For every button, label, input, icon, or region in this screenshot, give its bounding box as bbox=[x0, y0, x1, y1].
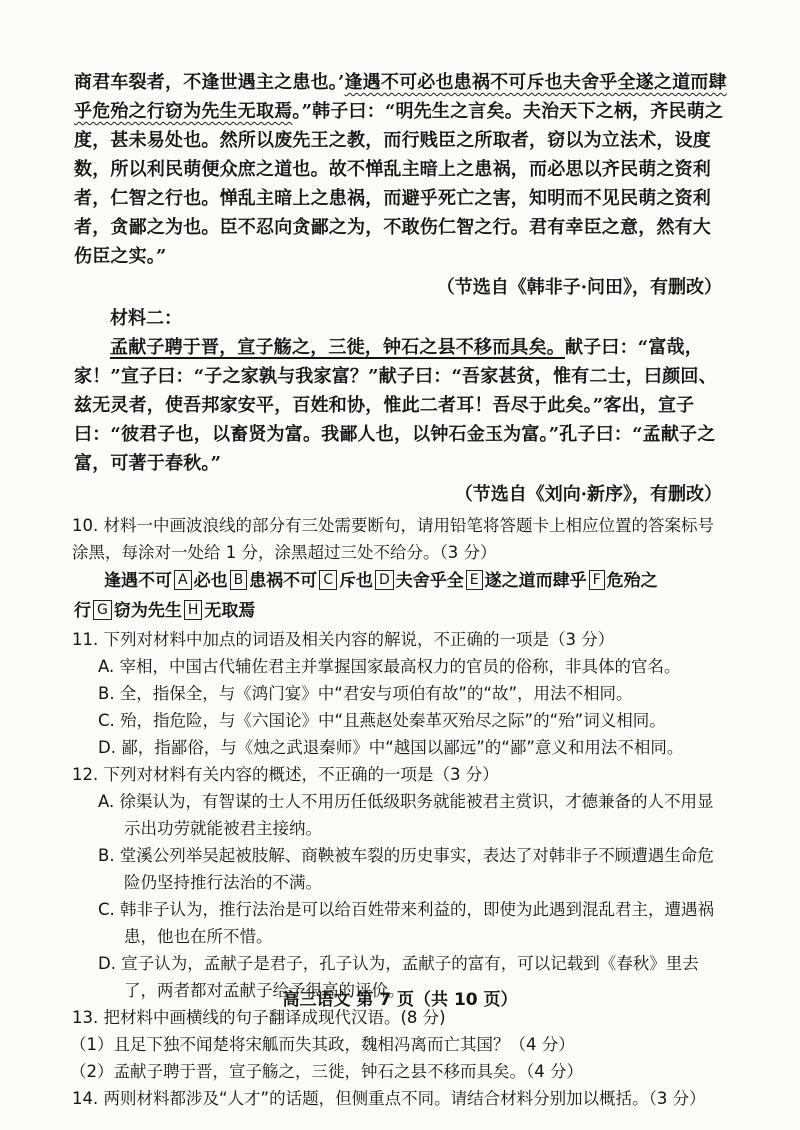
segment: 危殆之 bbox=[606, 571, 658, 591]
segment: 斥也 bbox=[338, 571, 373, 591]
material1-line2-text: 。”韩子曰：“明先生之言矣。夫治天下之柄，齐民 bbox=[292, 101, 687, 122]
segment: 行 bbox=[74, 601, 91, 621]
answer-box-a[interactable]: A bbox=[174, 570, 192, 590]
answer-box-b[interactable]: B bbox=[230, 570, 248, 590]
question-12-stem: 12. 下列对材料有关内容的概述，不正确的一项是（3 分） bbox=[72, 765, 499, 784]
material2-label: 材料二： bbox=[110, 308, 182, 329]
answer-box-d[interactable]: D bbox=[375, 570, 394, 590]
material1-source: （节选自《韩非子·问田》，有删改） bbox=[436, 277, 722, 298]
page-footer: 高三语文 第 7 页（共 10 页） bbox=[282, 990, 518, 1010]
underlined-sentence: 孟献子聘于晋，宣子觞之，三徙，钟石之县不移而具矣。 bbox=[110, 337, 565, 358]
question-10-sentence-cont bbox=[74, 596, 728, 626]
answer-box-f[interactable]: F bbox=[589, 570, 605, 590]
material1-body-text: 萌之度，甚未易处也。然所以废先王之教，而行贱臣之所取者，窃以为立法术，设度数，所以利民萌便众庶之道也。故不惮乱主暗上之患祸，而必思以齐民萌之资利者，仁智之行也。惮乱主暗上之患祸，而避乎死亡之害，知明而不见民萌之资利者，贪鄙之为也。臣不忍向贪鄙之为，不敢伤仁智之行。君有幸臣之意，然有大伤臣之实。” bbox=[74, 101, 724, 267]
segment: 遂之道而肆乎 bbox=[484, 571, 587, 591]
question-12-option-c: C. 韩非子认为，推行法治是可以给百姓带来利益的，即使为此遇到混乱君主，遭遇祸患，他也在所不惜。 bbox=[98, 900, 715, 946]
material2-body-text: 献子曰：“富哉，家！”宣子曰：“子之家孰与我家富？”献子曰：“吾家甚贫，惟有二士，曰颜回、兹无灵者，使吾邦家安平，百姓和协，惟此二者耳！吾尽于此矣。”客出，宣子曰：“彼君子也，以畜贤为富。我鄙人也，以钟石金玉为富。”孔子曰：“孟献子之富，可著于春秋。” bbox=[74, 337, 717, 474]
question-13-item-2: （2）孟献子聘于晋，宣子觞之，三徙，钟石之县不移而具矣。（4 分） bbox=[70, 1062, 583, 1081]
question-11-option-b: B. 全，指保全，与《鸿门宴》中“君安与项伯有故”的“故”，用法不相同。 bbox=[98, 684, 633, 703]
question-12-option-d: D. 宣子认为，孟献子是君子，孔子认为，孟献子的富有，可以记载到《春秋》里去了，两者都对孟献子给予很高的评价。 bbox=[98, 954, 699, 1000]
segment: 窃为先生 bbox=[113, 601, 182, 621]
material1-paragraph bbox=[74, 68, 728, 271]
question-11-option-a: A. 宰相，中国古代辅佐君主并掌握国家最高权力的官员的俗称，非具体的官名。 bbox=[98, 657, 681, 676]
wavy-underlined-sentence-cont: 肆乎危殆之行窃为先生无取焉 bbox=[74, 72, 727, 122]
segment: 必也 bbox=[193, 571, 228, 591]
question-13-item-1: （1）且足下独不闻楚将宋觚而失其政，魏相冯离而亡其国？（4 分） bbox=[70, 1035, 575, 1054]
segment: 无取焉 bbox=[204, 601, 256, 621]
question-11-option-d: D. 鄙，指鄙俗，与《烛之武退秦师》中“越国以鄙远”的“鄙”意义和用法不相同。 bbox=[98, 738, 684, 757]
question-10-stem: 10. 材料一中画波浪线的部分有三处需要断句，请用铅笔将答题卡上相应位置的答案标号涂黑，每涂对一处给 1 分，涂黑超过三处不给分。（3 分） bbox=[72, 516, 714, 562]
question-12-option-b: B. 堂溪公列举吴起被肢解、商鞅被车裂的历史事实，表达了对韩非子不顾遭遇生命危险仍坚持推行法治的不满。 bbox=[98, 846, 714, 892]
question-12-option-a: A. 徐渠认为，有智谋的士人不用历任低级职务就能被君主赏识，才德兼备的人不用显示出功劳就能被君主接纳。 bbox=[98, 792, 714, 838]
material2-paragraph bbox=[74, 333, 728, 478]
question-14-stem: 14. 两则材料都涉及“人才”的话题，但侧重点不同。请结合材料分别加以概括。（3 分） bbox=[72, 1089, 706, 1108]
question-13-stem: 13. 把材料中画横线的句子翻译成现代汉语。(8 分) bbox=[72, 1008, 446, 1027]
wavy-underlined-sentence: 逢遇不可必也患祸不可斥也夫舍乎全遂之道而 bbox=[344, 72, 709, 93]
material2-source: （节选自《刘向·新序》，有删改） bbox=[454, 484, 722, 505]
answer-box-g[interactable]: G bbox=[93, 600, 112, 620]
segment: 逢遇不可 bbox=[104, 571, 172, 591]
question-10-sentence bbox=[104, 566, 728, 596]
question-11-stem: 11. 下列对材料中加点的词语及相关内容的解说，不正确的一项是（3 分） bbox=[72, 630, 615, 649]
answer-box-e[interactable]: E bbox=[466, 570, 483, 590]
segment: 患祸不可 bbox=[249, 571, 318, 591]
segment: 夫舍乎全 bbox=[395, 571, 464, 591]
answer-box-c[interactable]: C bbox=[319, 570, 337, 590]
answer-box-h[interactable]: H bbox=[184, 600, 203, 620]
question-11-option-c: C. 殆，指危险，与《六国论》中“且燕赵处秦革灭殆尽之际”的“殆”词义相同。 bbox=[98, 711, 666, 730]
material1-line1-text: 商君车裂者，不逢世遇主之患也。’ bbox=[74, 72, 345, 93]
